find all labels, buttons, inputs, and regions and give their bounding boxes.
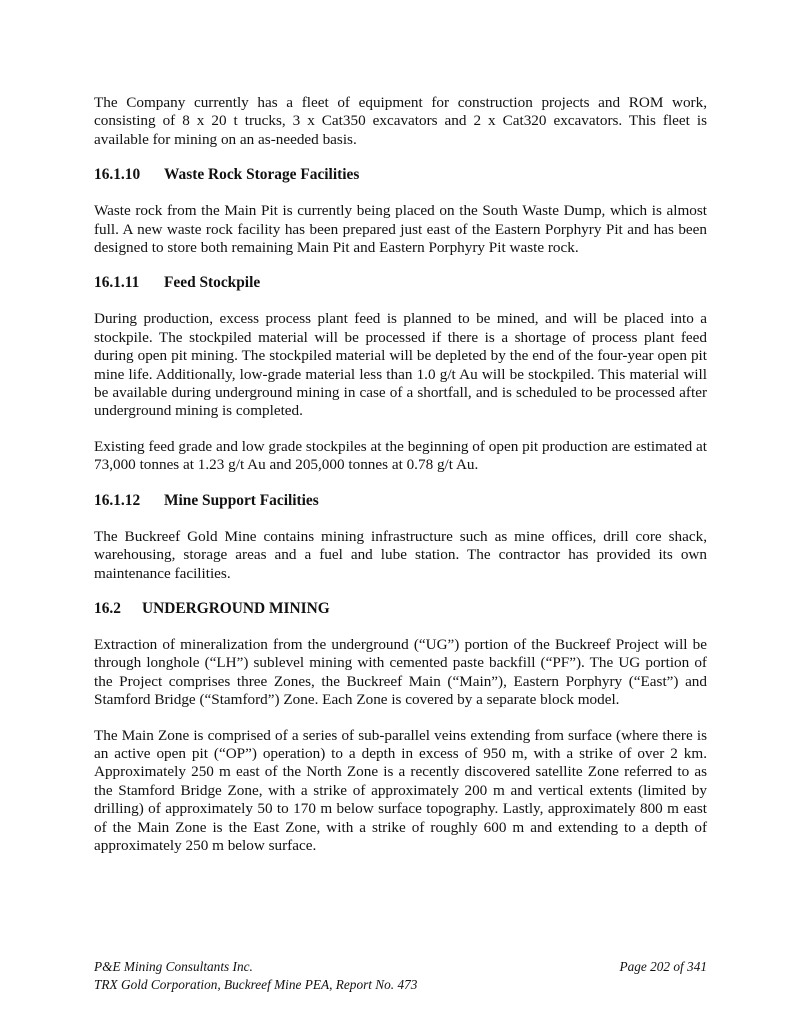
paragraph-fleet: The Company currently has a fleet of equipment for construction projects and ROM work, consisting of 8 x 20 t trucks, 3 x Cat350 excavators and 2 x Cat320 excavators. This fleet is available for mining on an as-needed basis. — [94, 94, 707, 148]
page-footer — [94, 958, 707, 994]
heading-mine-support — [94, 492, 707, 510]
heading-waste-rock — [94, 166, 707, 184]
heading-title: Mine Support Facilities — [164, 491, 319, 509]
heading-underground-mining — [94, 600, 707, 618]
heading-title: Waste Rock Storage Facilities — [164, 166, 360, 184]
paragraph-feed-stockpile-2: Existing feed grade and low grade stockpiles at the beginning of open pit production are estimated at 73,000 tonnes at 1.23 g/t Au and 205,000 tonnes at 0.78 g/t Au. — [94, 437, 707, 474]
paragraph-feed-stockpile-1: During production, excess process plant feed is planned to be mined, and will be placed into a stockpile. The stockpiled material will be processed if there is a shortage of process plant feed during open pit mining. The stockpiled material will be depleted by the end of the four-year open pit mine life. Additionally, low-grade material less than 1.0 g/t Au will be stockpiled. This material will be available during underground mining in case of a shortfall, and is scheduled to be processed after underground mining is completed. — [94, 310, 707, 420]
heading-feed-stockpile — [94, 274, 707, 292]
heading-title: UNDERGROUND MINING — [142, 599, 330, 617]
heading-number: 16.1.12 — [94, 491, 141, 509]
paragraph-underground-1: Extraction of mineralization from the underground (“UG”) portion of the Buckreef Project will be through longhole (“LH”) sublevel mining with cemented paste backfill (“PF”). The UG portion of the Project comprises three Zones, the Buckreef Main (“Main”), Eastern Porphyry (“East”) and Stamford Bridge (“Stamford”) Zone. Each Zone is covered by a separate block model. — [94, 635, 707, 709]
heading-number: 16.1.11 — [94, 274, 140, 292]
heading-title: Feed Stockpile — [164, 274, 261, 292]
footer-report: TRX Gold Corporation, Buckreef Mine PEA, Report No. 473 — [94, 977, 418, 992]
page-body — [94, 94, 707, 855]
paragraph-mine-support: The Buckreef Gold Mine contains mining infrastructure such as mine offices, drill core shack, warehousing, storage areas and a fuel and lube station. The contractor has provided its own maintenance facilities. — [94, 527, 707, 582]
footer-page-number: Page 202 of 341 — [619, 959, 707, 974]
footer-company: P&E Mining Consultants Inc. — [94, 959, 253, 974]
heading-number: 16.2 — [94, 599, 121, 617]
paragraph-waste-rock: Waste rock from the Main Pit is currently being placed on the South Waste Dump, which is almost full. A new waste rock facility has been prepared just east of the Eastern Porphyry Pit and has been designed to store both remaining Main Pit and Eastern Porphyry Pit waste rock. — [94, 202, 707, 257]
paragraph-underground-2: The Main Zone is comprised of a series of sub-parallel veins extending from surface (where there is an active open pit (“OP”) operation) to a depth in excess of 950 m, with a strike of over 2 km. Approximately 250 m east of the North Zone is a recently discovered satellite Zone referred to as the Stamford Bridge Zone, with a strike of approximately 200 m and vertical extents (limited by drilling) of approximately 50 to 170 m below surface topography. Lastly, approximately 800 m east of the Main Zone is the East Zone, with a strike of roughly 600 m and extending to a depth of approximately 250 m below surface. — [94, 726, 707, 854]
heading-number: 16.1.10 — [94, 166, 141, 184]
